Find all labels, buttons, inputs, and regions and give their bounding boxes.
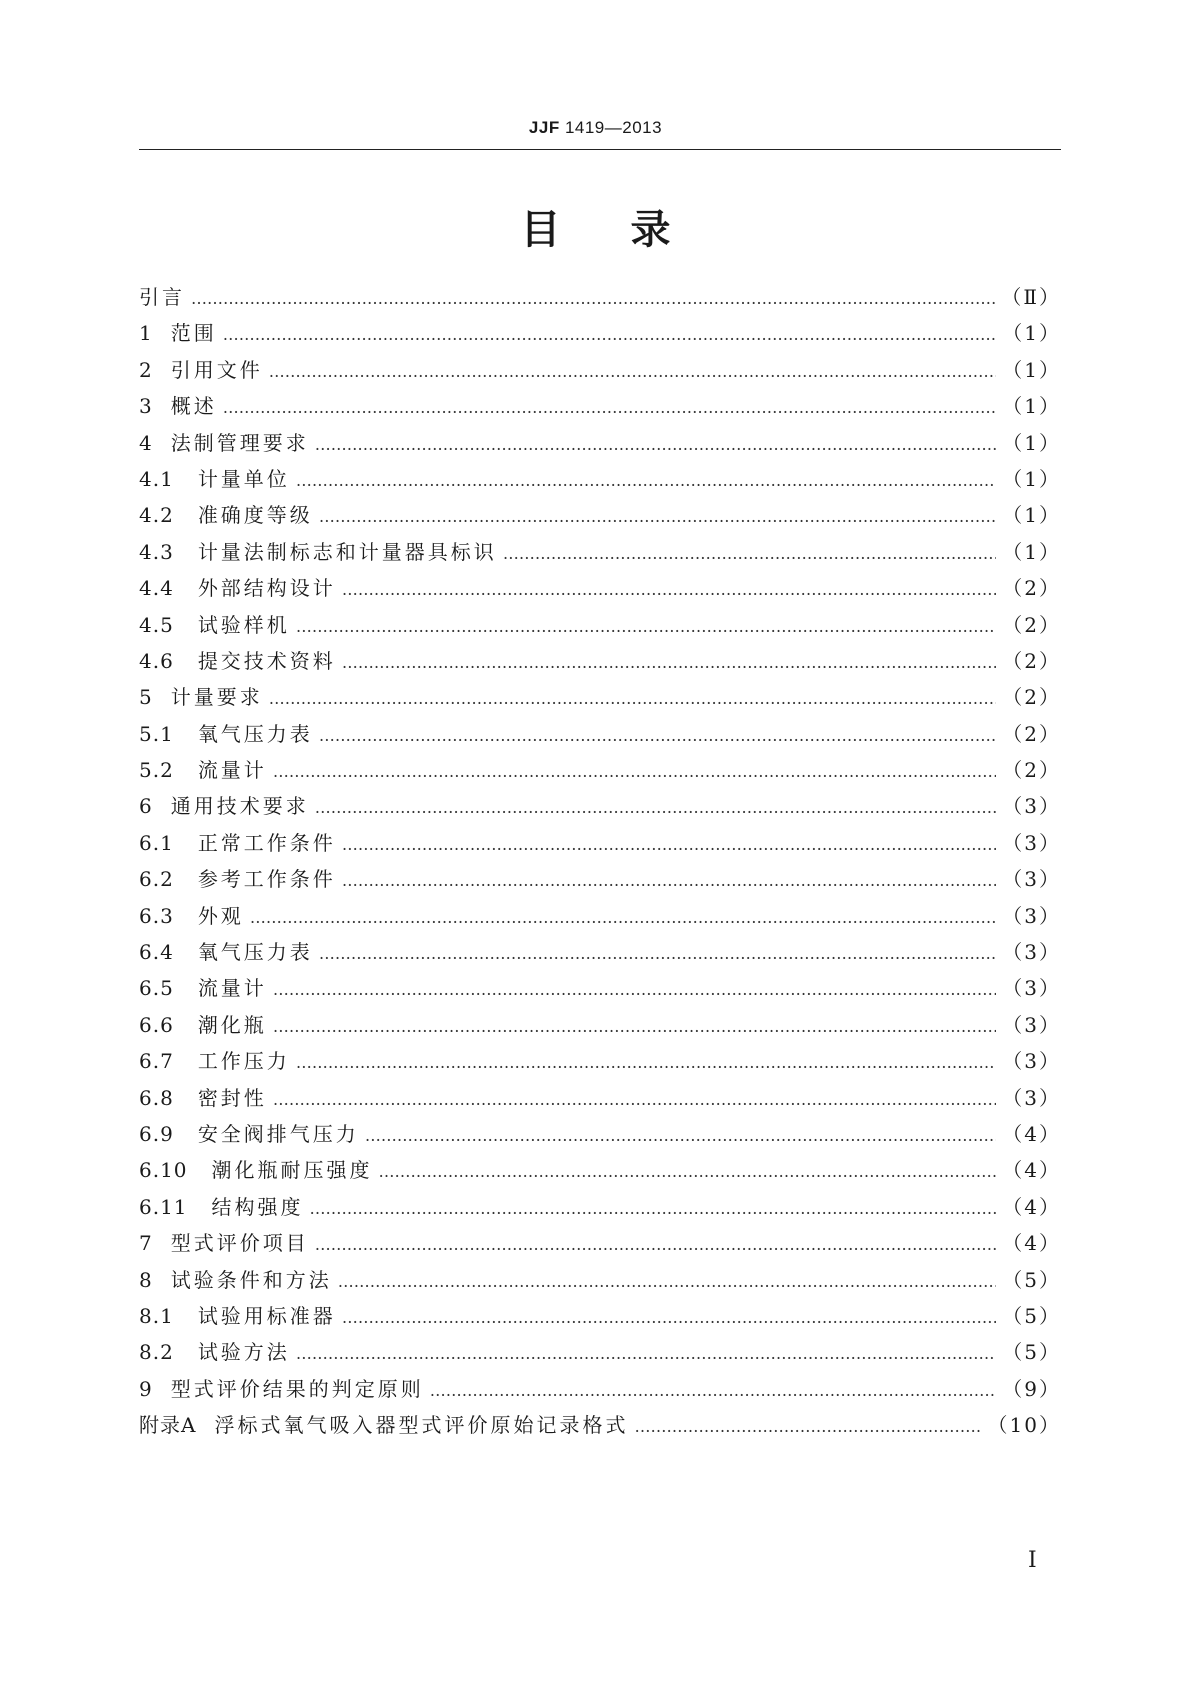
toc-entry[interactable]	[139, 1371, 1061, 1407]
toc-entry-title: 密封性	[197, 1085, 267, 1110]
toc-entry[interactable]	[139, 352, 1061, 388]
toc-entry-page: （3）	[1002, 903, 1061, 928]
toc-entry-title: 浮标式氧气吸入器型式评价原始记录格式	[214, 1413, 629, 1438]
toc-entry-page: （2）	[1002, 758, 1061, 783]
title-char-2: 录	[630, 207, 671, 253]
toc-entry-page: （3）	[1002, 1049, 1061, 1074]
toc-entry-page: （3）	[1002, 867, 1061, 892]
toc-entry[interactable]	[139, 1152, 1061, 1188]
toc-entry[interactable]	[139, 1334, 1061, 1370]
page-title	[0, 198, 1191, 255]
toc-entry-number: 5.1	[139, 721, 174, 746]
toc-entry-number: 4	[139, 430, 153, 455]
toc-entry-page: （3）	[1002, 976, 1061, 1001]
toc-dot-leader	[296, 609, 996, 643]
toc-entry-page: （2）	[1002, 648, 1061, 673]
standard-number: 1419—2013	[564, 118, 663, 137]
toc-entry-page: （3）	[1002, 830, 1061, 855]
toc-entry-number: 6.6	[139, 1012, 174, 1037]
toc-entry-title: 潮化瓶耐压强度	[211, 1158, 373, 1183]
toc-entry-number: 4.4	[139, 576, 174, 601]
toc-entry-number: 7	[139, 1231, 153, 1256]
toc-dot-leader	[273, 1009, 996, 1043]
document-header	[0, 118, 1191, 138]
toc-dot-leader	[319, 718, 996, 752]
toc-entry-number: 6	[139, 794, 153, 819]
toc-dot-leader	[379, 1154, 997, 1188]
toc-entry[interactable]	[139, 607, 1061, 643]
toc-entry-title: 试验用标准器	[197, 1303, 336, 1328]
toc-entry-title: 引用文件	[170, 357, 263, 382]
toc-dot-leader	[223, 390, 997, 424]
toc-entry-page: （1）	[1002, 466, 1061, 491]
toc-dot-leader	[338, 1264, 997, 1298]
toc-entry[interactable]	[139, 1225, 1061, 1261]
toc-entry[interactable]	[139, 388, 1061, 424]
toc-dot-leader	[342, 645, 996, 679]
toc-entry-title: 试验样机	[197, 612, 290, 637]
toc-entry-title: 参考工作条件	[197, 867, 336, 892]
toc-dot-leader	[273, 1082, 996, 1116]
toc-entry-number: 4.5	[139, 612, 174, 637]
toc-entry-page: （2）	[1002, 685, 1061, 710]
toc-entry-title: 外观	[197, 903, 244, 928]
toc-entry-page: （2）	[1002, 612, 1061, 637]
toc-entry-page: （2）	[1002, 721, 1061, 746]
toc-entry-title: 计量法制标志和计量器具标识	[197, 539, 497, 564]
toc-entry[interactable]	[139, 752, 1061, 788]
toc-entry-title: 试验条件和方法	[170, 1267, 332, 1292]
toc-entry-number: 6.4	[139, 940, 174, 965]
toc-entry-number: 2	[139, 357, 153, 382]
toc-entry-number: 4.1	[139, 466, 174, 491]
toc-entry[interactable]	[139, 425, 1061, 461]
toc-entry-page: （4）	[1002, 1121, 1061, 1146]
toc-entry[interactable]	[139, 788, 1061, 824]
toc-entry[interactable]	[139, 1043, 1061, 1079]
toc-entry-title: 潮化瓶	[197, 1012, 267, 1037]
toc-dot-leader	[319, 499, 996, 533]
toc-dot-leader	[342, 572, 996, 606]
toc-entry-title: 安全阀排气压力	[197, 1121, 359, 1146]
toc-entry-title: 流量计	[197, 758, 267, 783]
toc-entry-title: 计量要求	[170, 685, 263, 710]
toc-entry-page: （1）	[1002, 357, 1061, 382]
toc-entry[interactable]	[139, 679, 1061, 715]
toc-entry-page: （4）	[1002, 1158, 1061, 1183]
toc-entry[interactable]	[139, 1407, 1061, 1443]
page-number: I	[1028, 1548, 1037, 1573]
toc-entry-number: 6.10	[139, 1158, 188, 1183]
toc-entry-number: 6.11	[139, 1194, 188, 1219]
toc-dot-leader	[273, 754, 996, 788]
toc-dot-leader	[365, 1118, 996, 1152]
toc-dot-leader	[296, 463, 996, 497]
toc-entry-number: 1	[139, 321, 153, 346]
toc-entry-number: 3	[139, 394, 153, 419]
toc-entry-title: 流量计	[197, 976, 267, 1001]
toc-entry-page: （2）	[1002, 576, 1061, 601]
toc-entry-number: 4.6	[139, 648, 174, 673]
toc-entry-title: 法制管理要求	[170, 430, 309, 455]
toc-entry-number: 6.3	[139, 903, 174, 928]
toc-entry-page: （5）	[1002, 1267, 1061, 1292]
toc-dot-leader	[269, 354, 997, 388]
toc-entry-page: （1）	[1002, 321, 1061, 346]
toc-entry-title: 概述	[170, 394, 217, 419]
header-rule	[139, 149, 1061, 150]
toc-entry-number: 8.1	[139, 1303, 174, 1328]
toc-entry-page: （10）	[987, 1413, 1061, 1438]
toc-entry-page: （5）	[1002, 1340, 1061, 1365]
toc-entry-number: 附录A	[139, 1413, 197, 1438]
toc-dot-leader	[296, 1045, 996, 1079]
toc-entry[interactable]	[139, 570, 1061, 606]
toc-entry[interactable]	[139, 461, 1061, 497]
toc-dot-leader	[296, 1336, 996, 1370]
toc-entry[interactable]	[139, 1189, 1061, 1225]
toc-dot-leader	[315, 427, 997, 461]
toc-entry-number: 8	[139, 1267, 153, 1292]
toc-dot-leader	[430, 1373, 997, 1407]
toc-entry-title: 提交技术资料	[197, 648, 336, 673]
toc-entry[interactable]	[139, 716, 1061, 752]
toc-entry-page: （4）	[1002, 1194, 1061, 1219]
toc-entry-number: 6.8	[139, 1085, 174, 1110]
toc-entry[interactable]	[139, 970, 1061, 1006]
toc-entry[interactable]	[139, 1080, 1061, 1116]
toc-dot-leader	[250, 900, 996, 934]
toc-dot-leader	[273, 972, 996, 1006]
toc-entry-number: 6.5	[139, 976, 174, 1001]
toc-entry-page: （3）	[1002, 1085, 1061, 1110]
toc-dot-leader	[269, 681, 997, 715]
toc-entry-page: （9）	[1002, 1376, 1061, 1401]
toc-entry-number: 5.2	[139, 758, 174, 783]
toc-entry-number: 6.2	[139, 867, 174, 892]
toc-entry[interactable]	[139, 825, 1061, 861]
table-of-contents	[139, 279, 1061, 1444]
toc-entry[interactable]	[139, 534, 1061, 570]
toc-entry[interactable]	[139, 643, 1061, 679]
toc-entry-number: 4.2	[139, 503, 174, 528]
toc-entry-title: 型式评价项目	[170, 1231, 309, 1256]
toc-entry-number: 4.3	[139, 539, 174, 564]
toc-dot-leader	[310, 1191, 997, 1225]
toc-entry-number: 6.1	[139, 830, 174, 855]
toc-entry-title: 氧气压力表	[197, 721, 313, 746]
toc-entry[interactable]	[139, 1007, 1061, 1043]
toc-entry-page: （Ⅱ）	[1001, 285, 1061, 309]
toc-dot-leader	[223, 317, 997, 351]
toc-entry-page: （1）	[1002, 394, 1061, 419]
toc-dot-leader	[503, 536, 996, 570]
toc-entry-number: 6.7	[139, 1049, 174, 1074]
toc-entry-title: 氧气压力表	[197, 940, 313, 965]
toc-entry-title: 准确度等级	[197, 503, 313, 528]
toc-entry-number: 6.9	[139, 1121, 174, 1146]
toc-entry[interactable]	[139, 497, 1061, 533]
toc-entry-page: （1）	[1002, 430, 1061, 455]
toc-entry-title: 外部结构设计	[197, 576, 336, 601]
title-char-1: 目	[520, 207, 561, 253]
toc-entry-title: 正常工作条件	[197, 830, 336, 855]
toc-entry-page: （1）	[1002, 503, 1061, 528]
toc-entry[interactable]	[139, 1116, 1061, 1152]
toc-dot-leader	[342, 827, 996, 861]
toc-entry[interactable]	[139, 934, 1061, 970]
toc-entry-title: 通用技术要求	[170, 794, 309, 819]
toc-entry-page: （3）	[1002, 1012, 1061, 1037]
toc-entry-title: 试验方法	[197, 1340, 290, 1365]
toc-entry-page: （3）	[1002, 940, 1061, 965]
toc-entry-title: 引言	[139, 285, 185, 309]
toc-entry[interactable]	[139, 315, 1061, 351]
toc-entry[interactable]	[139, 1298, 1061, 1334]
toc-entry-page: （5）	[1002, 1303, 1061, 1328]
toc-entry-number: 9	[139, 1376, 153, 1401]
toc-dot-leader	[342, 1300, 996, 1334]
toc-dot-leader	[191, 281, 995, 315]
toc-entry-page: （3）	[1002, 794, 1061, 819]
toc-dot-leader	[342, 863, 996, 897]
toc-entry-title: 工作压力	[197, 1049, 290, 1074]
toc-entry[interactable]	[139, 279, 1061, 315]
toc-dot-leader	[634, 1409, 981, 1443]
toc-entry-title: 型式评价结果的判定原则	[170, 1376, 424, 1401]
standard-code: JJF	[528, 118, 560, 137]
toc-entry-title: 范围	[170, 321, 217, 346]
toc-entry-number: 5	[139, 685, 153, 710]
toc-dot-leader	[315, 1227, 997, 1261]
toc-dot-leader	[315, 790, 997, 824]
toc-entry[interactable]	[139, 898, 1061, 934]
toc-dot-leader	[319, 936, 996, 970]
toc-entry[interactable]	[139, 861, 1061, 897]
toc-entry-title: 计量单位	[197, 466, 290, 491]
toc-entry[interactable]	[139, 1262, 1061, 1298]
toc-entry-page: （4）	[1002, 1231, 1061, 1256]
toc-entry-number: 8.2	[139, 1340, 174, 1365]
toc-entry-title: 结构强度	[211, 1194, 304, 1219]
toc-entry-page: （1）	[1002, 539, 1061, 564]
